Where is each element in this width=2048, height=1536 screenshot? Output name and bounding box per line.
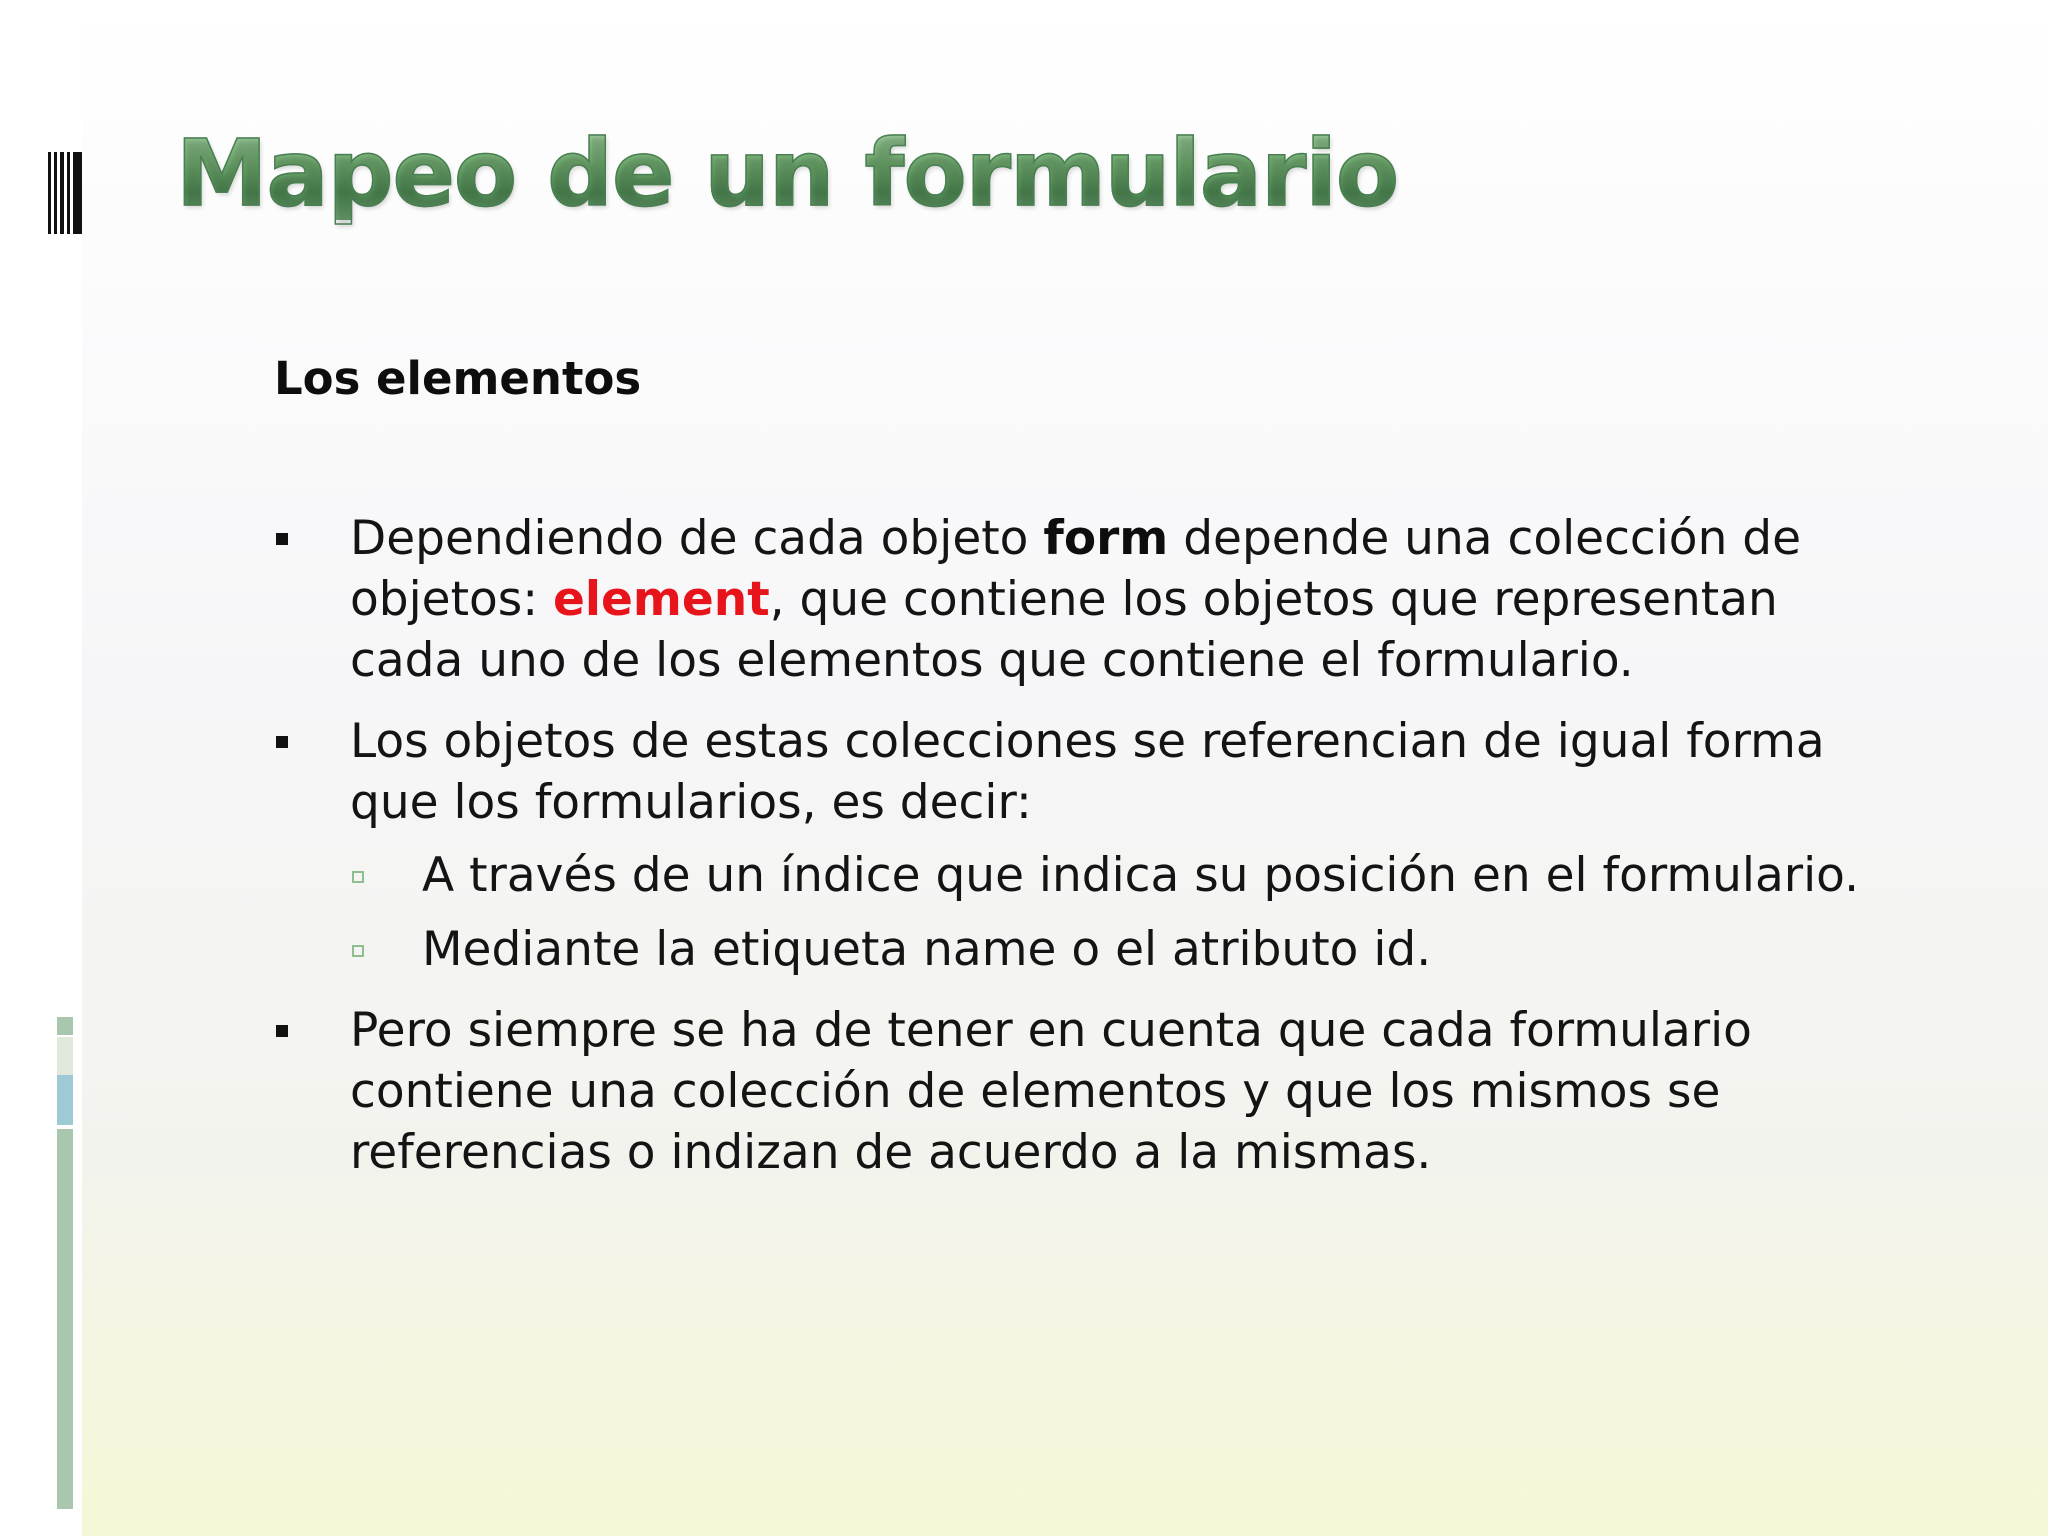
sub-bullet-item-1: A través de un índice que indica su posición en el formulario. [350,845,1874,906]
bullet-1-text-b: depende una colección de objetos: [350,511,1802,627]
bullet-1-keyword-form: form [1043,511,1169,566]
bullet-3-text: Pero siempre se ha de tener en cuenta que cada formulario contiene una colección de elementos y que los mismos se referencias o indizan de acuerdo a la mismas. [350,1003,1752,1180]
side-bar-green-long [57,1129,73,1509]
bullet-item-3 [274,1000,1874,1183]
side-color-bars [57,1017,73,1509]
sub-bullet-list [350,845,1874,980]
bullet-item-1 [274,508,1874,691]
slide-title: Mapeo de un formulario [176,120,1399,227]
bullet-1-text-c: , que contiene los objetos que representan cada uno de los elementos que contiene el formulario. [350,572,1778,688]
bullet-2-text: Los objetos de estas colecciones se referencian de igual forma que los formularios, es decir: [350,714,1825,830]
sub-bullet-item-2: Mediante la etiqueta name o el atributo id. [350,919,1874,980]
section-subtitle: Los elementos [274,352,642,405]
bullet-item-2 [274,711,1874,980]
side-bar-blue [57,1075,73,1125]
title-marker-decoration [48,152,82,234]
side-bar-green-top [57,1017,73,1035]
bullet-list [274,508,1874,1203]
bullet-1-text-a: Dependiendo de cada objeto [350,511,1044,566]
bullet-1-keyword-element: element [553,572,770,627]
